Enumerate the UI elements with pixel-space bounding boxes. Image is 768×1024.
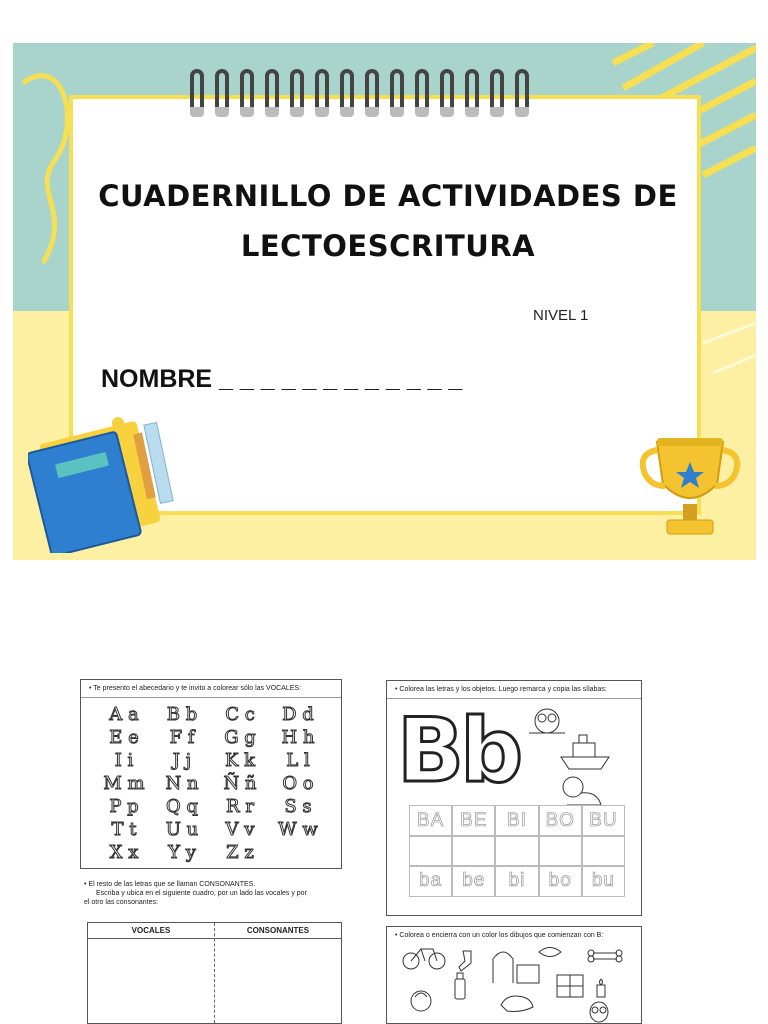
- syllable-trace: ba: [409, 865, 452, 897]
- consonants-column-header: CONSONANTES: [215, 923, 341, 939]
- alphabet-letter-pair: N n: [165, 773, 199, 794]
- alphabet-letter-pair: K k: [224, 750, 256, 771]
- alphabet-letter-pair: W w: [278, 819, 318, 840]
- alphabet-letter-pair: Z z: [226, 842, 254, 863]
- consonants-line2: Escriba y ubica en el siguiente cuadro, por un lado las vocales y por: [96, 890, 307, 897]
- syllable-trace: BI: [495, 805, 538, 837]
- cover-title-line2: LECTOESCRITURA: [240, 229, 536, 263]
- consonants-column: [215, 923, 341, 1023]
- worksheet-instruction: • Te presento el abecedario y te invito a colorear sólo las VOCALES:: [81, 680, 341, 698]
- alphabet-letter-pair: I i: [114, 750, 134, 771]
- spiral-ring: [365, 69, 379, 113]
- copy-cell: [452, 835, 495, 867]
- alphabet-letter-pair: M m: [103, 773, 145, 794]
- spiral-ring: [390, 69, 404, 113]
- alphabet-letter-pair: Y y: [168, 842, 196, 863]
- syllable-trace: bi: [495, 865, 538, 897]
- vowels-column: [88, 923, 215, 1023]
- bone-icon: [587, 949, 623, 963]
- worksheet-letter-b: [386, 680, 642, 916]
- alphabet-letter-pair: C c: [225, 704, 255, 725]
- alphabet-letter-pair: G g: [224, 727, 256, 748]
- alphabet-letter-pair: D d: [282, 704, 314, 725]
- trophy-icon: [635, 428, 745, 548]
- alphabet-grid: [81, 698, 341, 863]
- spiral-binding: [190, 69, 529, 113]
- house-tree-icon: [487, 945, 543, 985]
- alphabet-letter-pair: S s: [284, 796, 312, 817]
- worksheet-b-objects: [386, 926, 642, 1024]
- worksheet-instruction: • Colorea las letras y los objetos. Luego remarca y copia las sílabas:: [387, 681, 641, 699]
- alphabet-letter-pair: T t: [111, 819, 137, 840]
- syllable-trace: BU: [582, 805, 625, 837]
- copy-cell: [582, 835, 625, 867]
- consonants-line1: • El resto de las letras que se llaman CONSONANTES.: [84, 881, 256, 888]
- spiral-ring: [290, 69, 304, 113]
- worksheet-alphabet: [80, 679, 342, 869]
- alphabet-letter-pair: F f: [169, 727, 195, 748]
- cabbage-icon: [407, 985, 435, 1013]
- level-label: NIVEL 1: [533, 307, 589, 324]
- owl-small-icon: [587, 999, 611, 1023]
- bicycle-icon: [401, 943, 447, 971]
- trace-row-lowercase: [409, 865, 625, 897]
- big-letter-b: Bb: [397, 699, 520, 802]
- vowels-column-header: VOCALES: [88, 923, 214, 939]
- alphabet-letter-pair: U u: [165, 819, 199, 840]
- spiral-ring: [490, 69, 504, 113]
- alphabet-letter-pair: E e: [109, 727, 139, 748]
- books-pencil-icon: [28, 413, 178, 553]
- window-icon: [555, 973, 585, 999]
- vowels-consonants-table: [87, 922, 342, 1024]
- spiral-ring: [465, 69, 479, 113]
- consonants-line3: el otro las consonantes:: [84, 899, 158, 906]
- trace-row-uppercase: [409, 805, 625, 837]
- syllable-trace: be: [452, 865, 495, 897]
- alphabet-letter-pair: P p: [109, 796, 139, 817]
- sock-icon: [457, 949, 477, 973]
- whale-icon: [497, 989, 537, 1015]
- alphabet-letter-pair: H h: [281, 727, 315, 748]
- spiral-ring: [240, 69, 254, 113]
- spiral-ring: [215, 69, 229, 113]
- candle-icon: [593, 977, 609, 999]
- alphabet-letter-pair: R r: [226, 796, 254, 817]
- alphabet-letter-pair: B b: [166, 704, 198, 725]
- alphabet-letter-pair: A a: [109, 704, 139, 725]
- spiral-ring: [515, 69, 529, 113]
- spiral-ring: [440, 69, 454, 113]
- worksheet-instruction: • Colorea o encierra con un color los dibujos que comienzan con B:: [395, 932, 604, 939]
- boat-icon: [557, 733, 613, 773]
- cover-title: [83, 171, 693, 271]
- spiral-ring: [265, 69, 279, 113]
- copy-row-uppercase: [409, 835, 625, 867]
- consonants-instructions: [84, 880, 346, 907]
- syllable-trace: bu: [582, 865, 625, 897]
- spiral-ring: [415, 69, 429, 113]
- alphabet-letter-pair: X x: [109, 842, 139, 863]
- lips-icon: [537, 945, 563, 959]
- alphabet-letter-pair: Ñ ñ: [223, 773, 257, 794]
- cover-title-line1: CUADERNILLO DE ACTIVIDADES DE: [98, 179, 678, 213]
- syllable-trace: BA: [409, 805, 452, 837]
- owl-icon: [527, 703, 567, 735]
- alphabet-letter-pair: Q q: [165, 796, 198, 817]
- syllable-trace: BE: [452, 805, 495, 837]
- alphabet-letter-pair: V v: [225, 819, 255, 840]
- cover-page: [13, 43, 756, 560]
- alphabet-letter-pair: J j: [172, 750, 192, 771]
- syllable-trace: bo: [539, 865, 582, 897]
- syllable-trace: BO: [539, 805, 582, 837]
- copy-cell: [495, 835, 538, 867]
- bottle-icon: [451, 971, 469, 1001]
- copy-cell: [539, 835, 582, 867]
- alphabet-letter-pair: O o: [282, 773, 314, 794]
- spiral-ring: [315, 69, 329, 113]
- spiral-ring: [340, 69, 354, 113]
- baby-icon: [557, 773, 605, 809]
- spiral-ring: [190, 69, 204, 113]
- copy-cell: [409, 835, 452, 867]
- name-field-label: NOMBRE _ _ _ _ _ _ _ _ _ _ _ _: [101, 365, 463, 393]
- alphabet-letter-pair: L l: [286, 750, 310, 771]
